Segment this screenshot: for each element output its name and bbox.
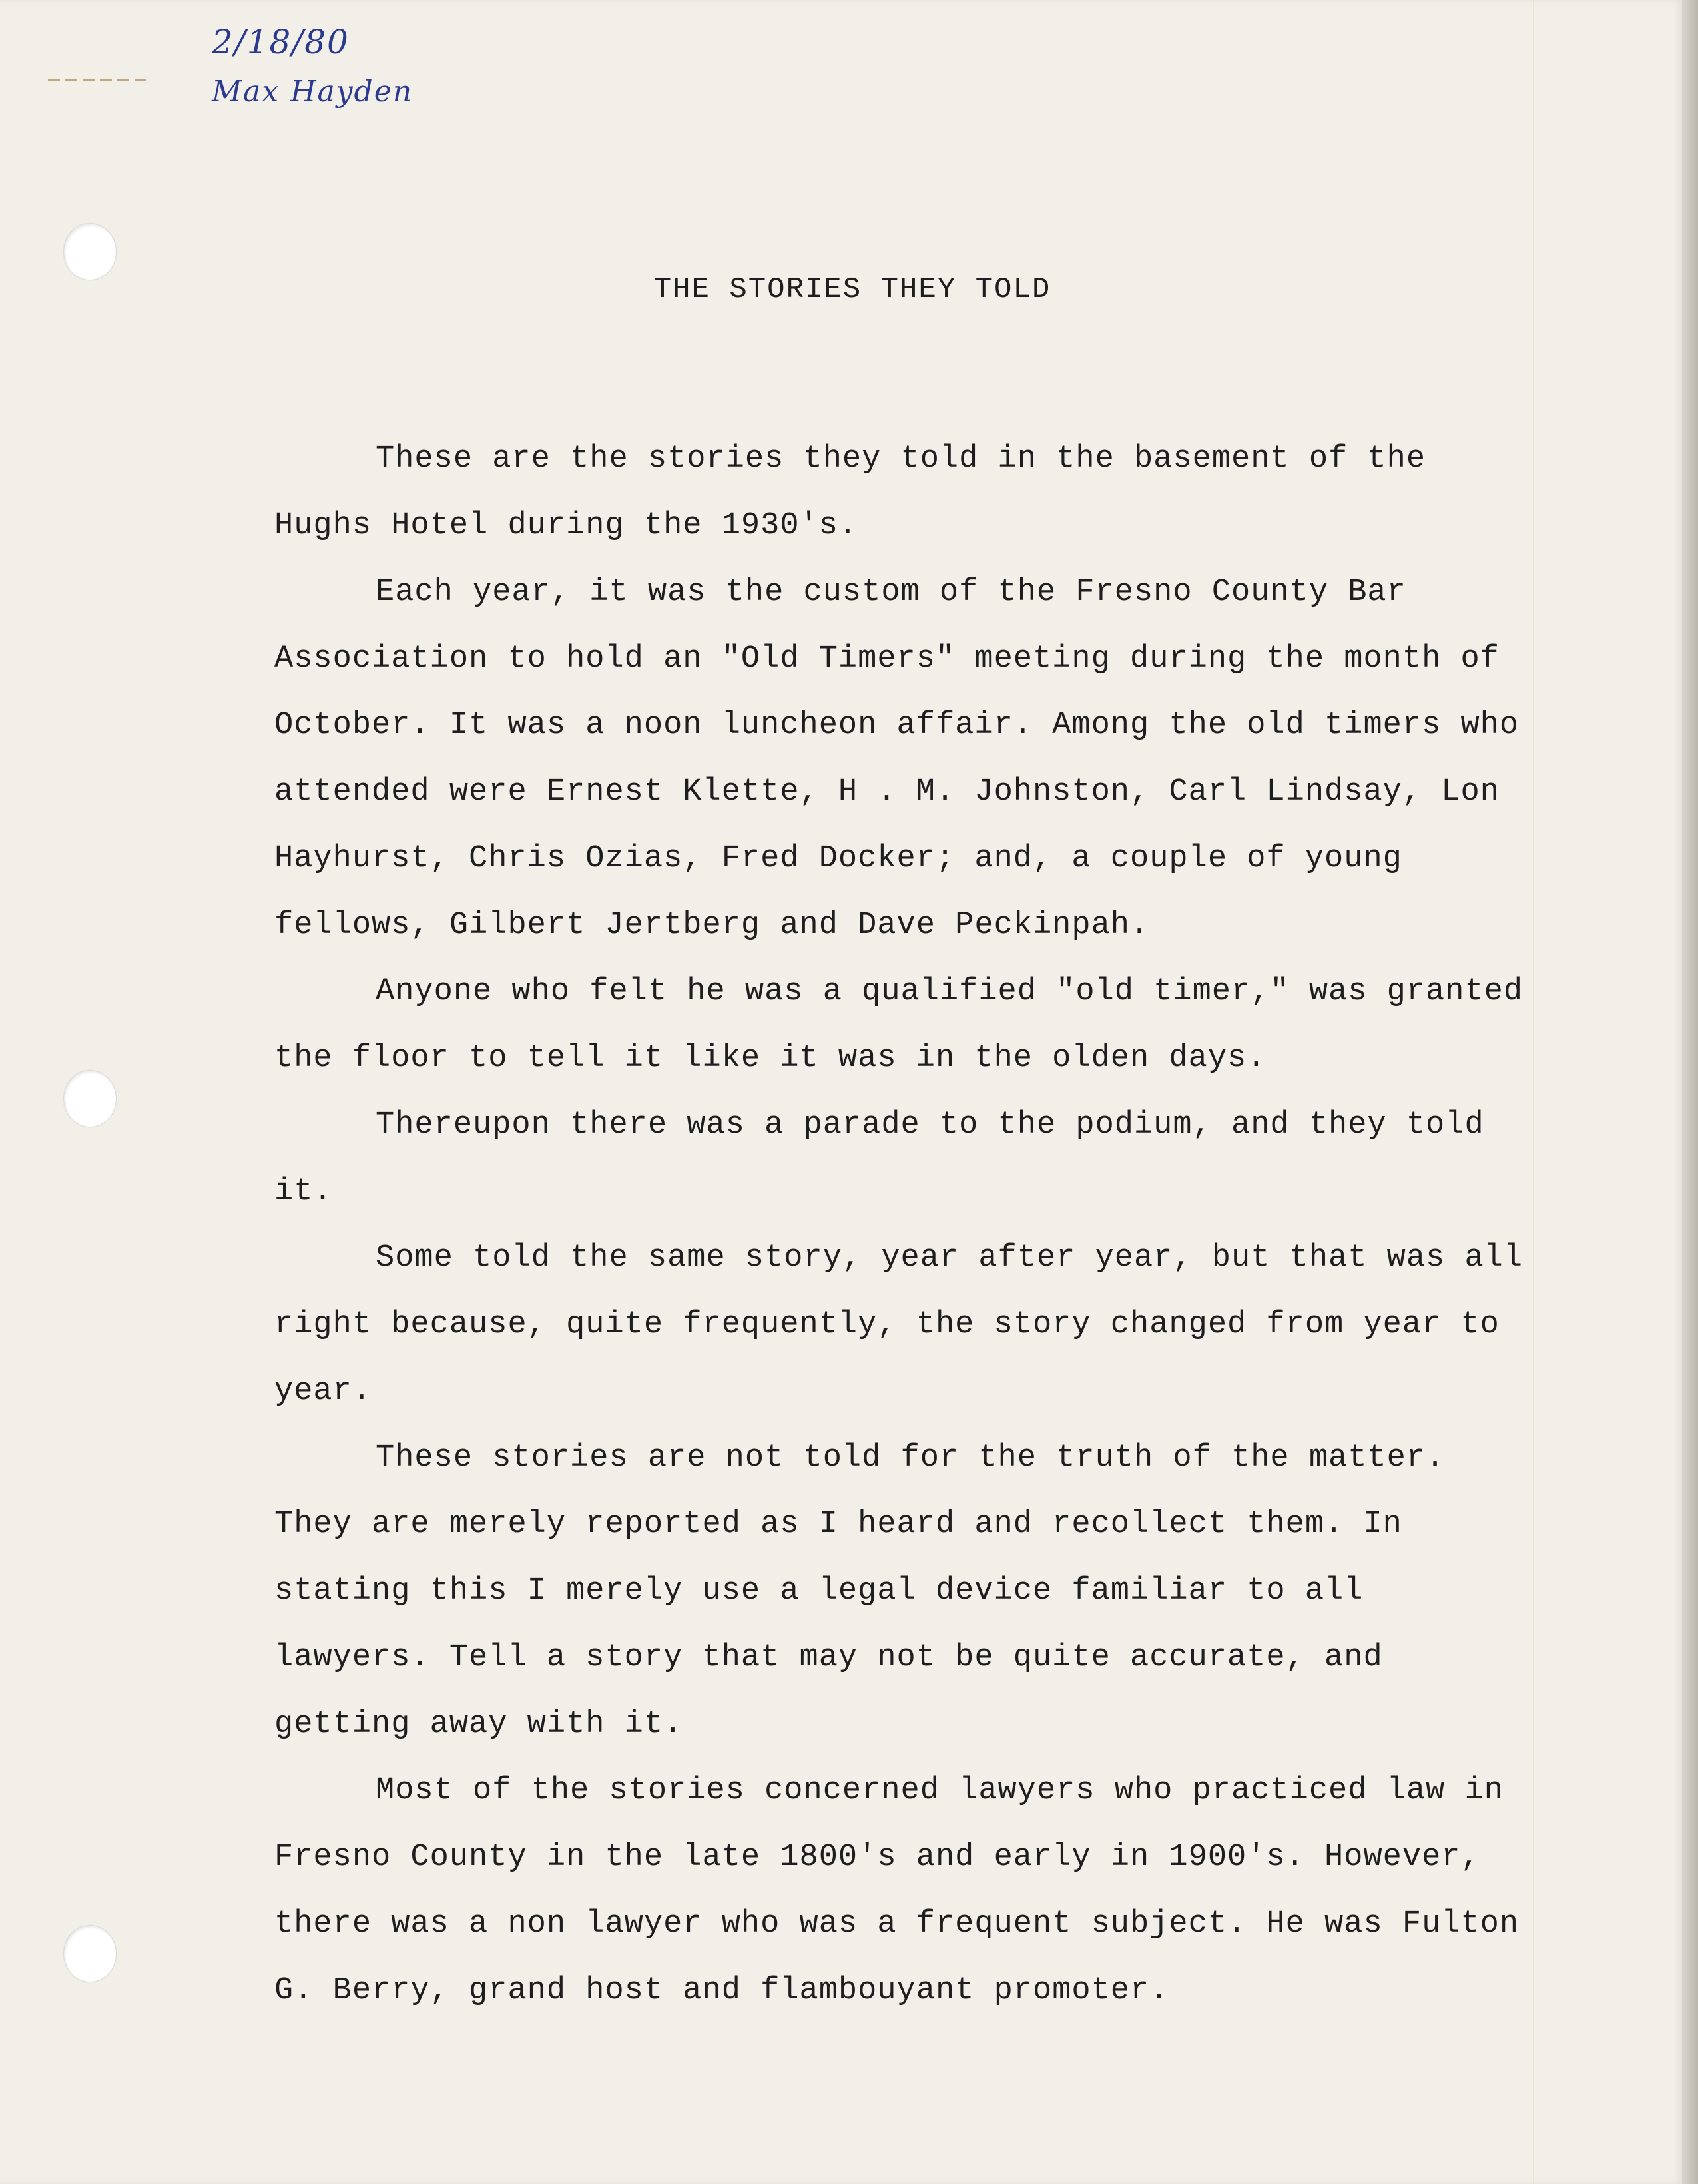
paragraph: Each year, it was the custom of the Fresno County Bar Association to hold an "Old Timers" meeting during the month of October. It was a noon luncheon affair. Among the old timers who attended were Ernest Klette, H . M. Johnston, Carl Lindsay, Lon Hayhurst, Chris Ozias, Fred Docker; and, a couple of young fellows, Gilbert Jertberg and Dave Peckinpah. (274, 575, 1520, 943)
paragraph: Some told the same story, year after year, but that was all right because, quite frequently, the story changed from year to year. (274, 1240, 1524, 1409)
document-body (274, 426, 1526, 2024)
paragraph: These are the stories they told in the basement of the Hughs Hotel during the 1930's. (274, 441, 1426, 543)
paragraph: Most of the stories concerned lawyers who practiced law in Fresno County in the late 1800's and early in 1900's. However, there was a non lawyer who was a frequent subject. He was Fulton G. Berry, grand host and flambouyant promoter. (274, 1773, 1520, 2008)
staple-mark (48, 79, 148, 81)
handwritten-name: Max Hayden (212, 75, 414, 109)
paragraph: Anyone who felt he was a qualified "old timer," was granted the floor to tell it like it was in the olden days. (274, 974, 1524, 1076)
page-fold-line (1533, 0, 1534, 2184)
paragraph: These stories are not told for the truth of the matter. They are merely reported as I heard and recollect them. In stating this I merely use a legal device familiar to all lawyers. Tell a story that may not be quite accurate, and getting away with it. (274, 1440, 1446, 1742)
punch-hole (64, 1071, 116, 1127)
punch-hole (64, 224, 116, 280)
punch-hole (64, 1926, 116, 1982)
page-edge-shadow (1682, 0, 1698, 2184)
document-title: THE STORIES THEY TOLD (653, 273, 1051, 306)
handwritten-date: 2/18/80 (212, 23, 350, 61)
paragraph: Thereupon there was a parade to the podium, and they told it. (274, 1107, 1484, 1209)
